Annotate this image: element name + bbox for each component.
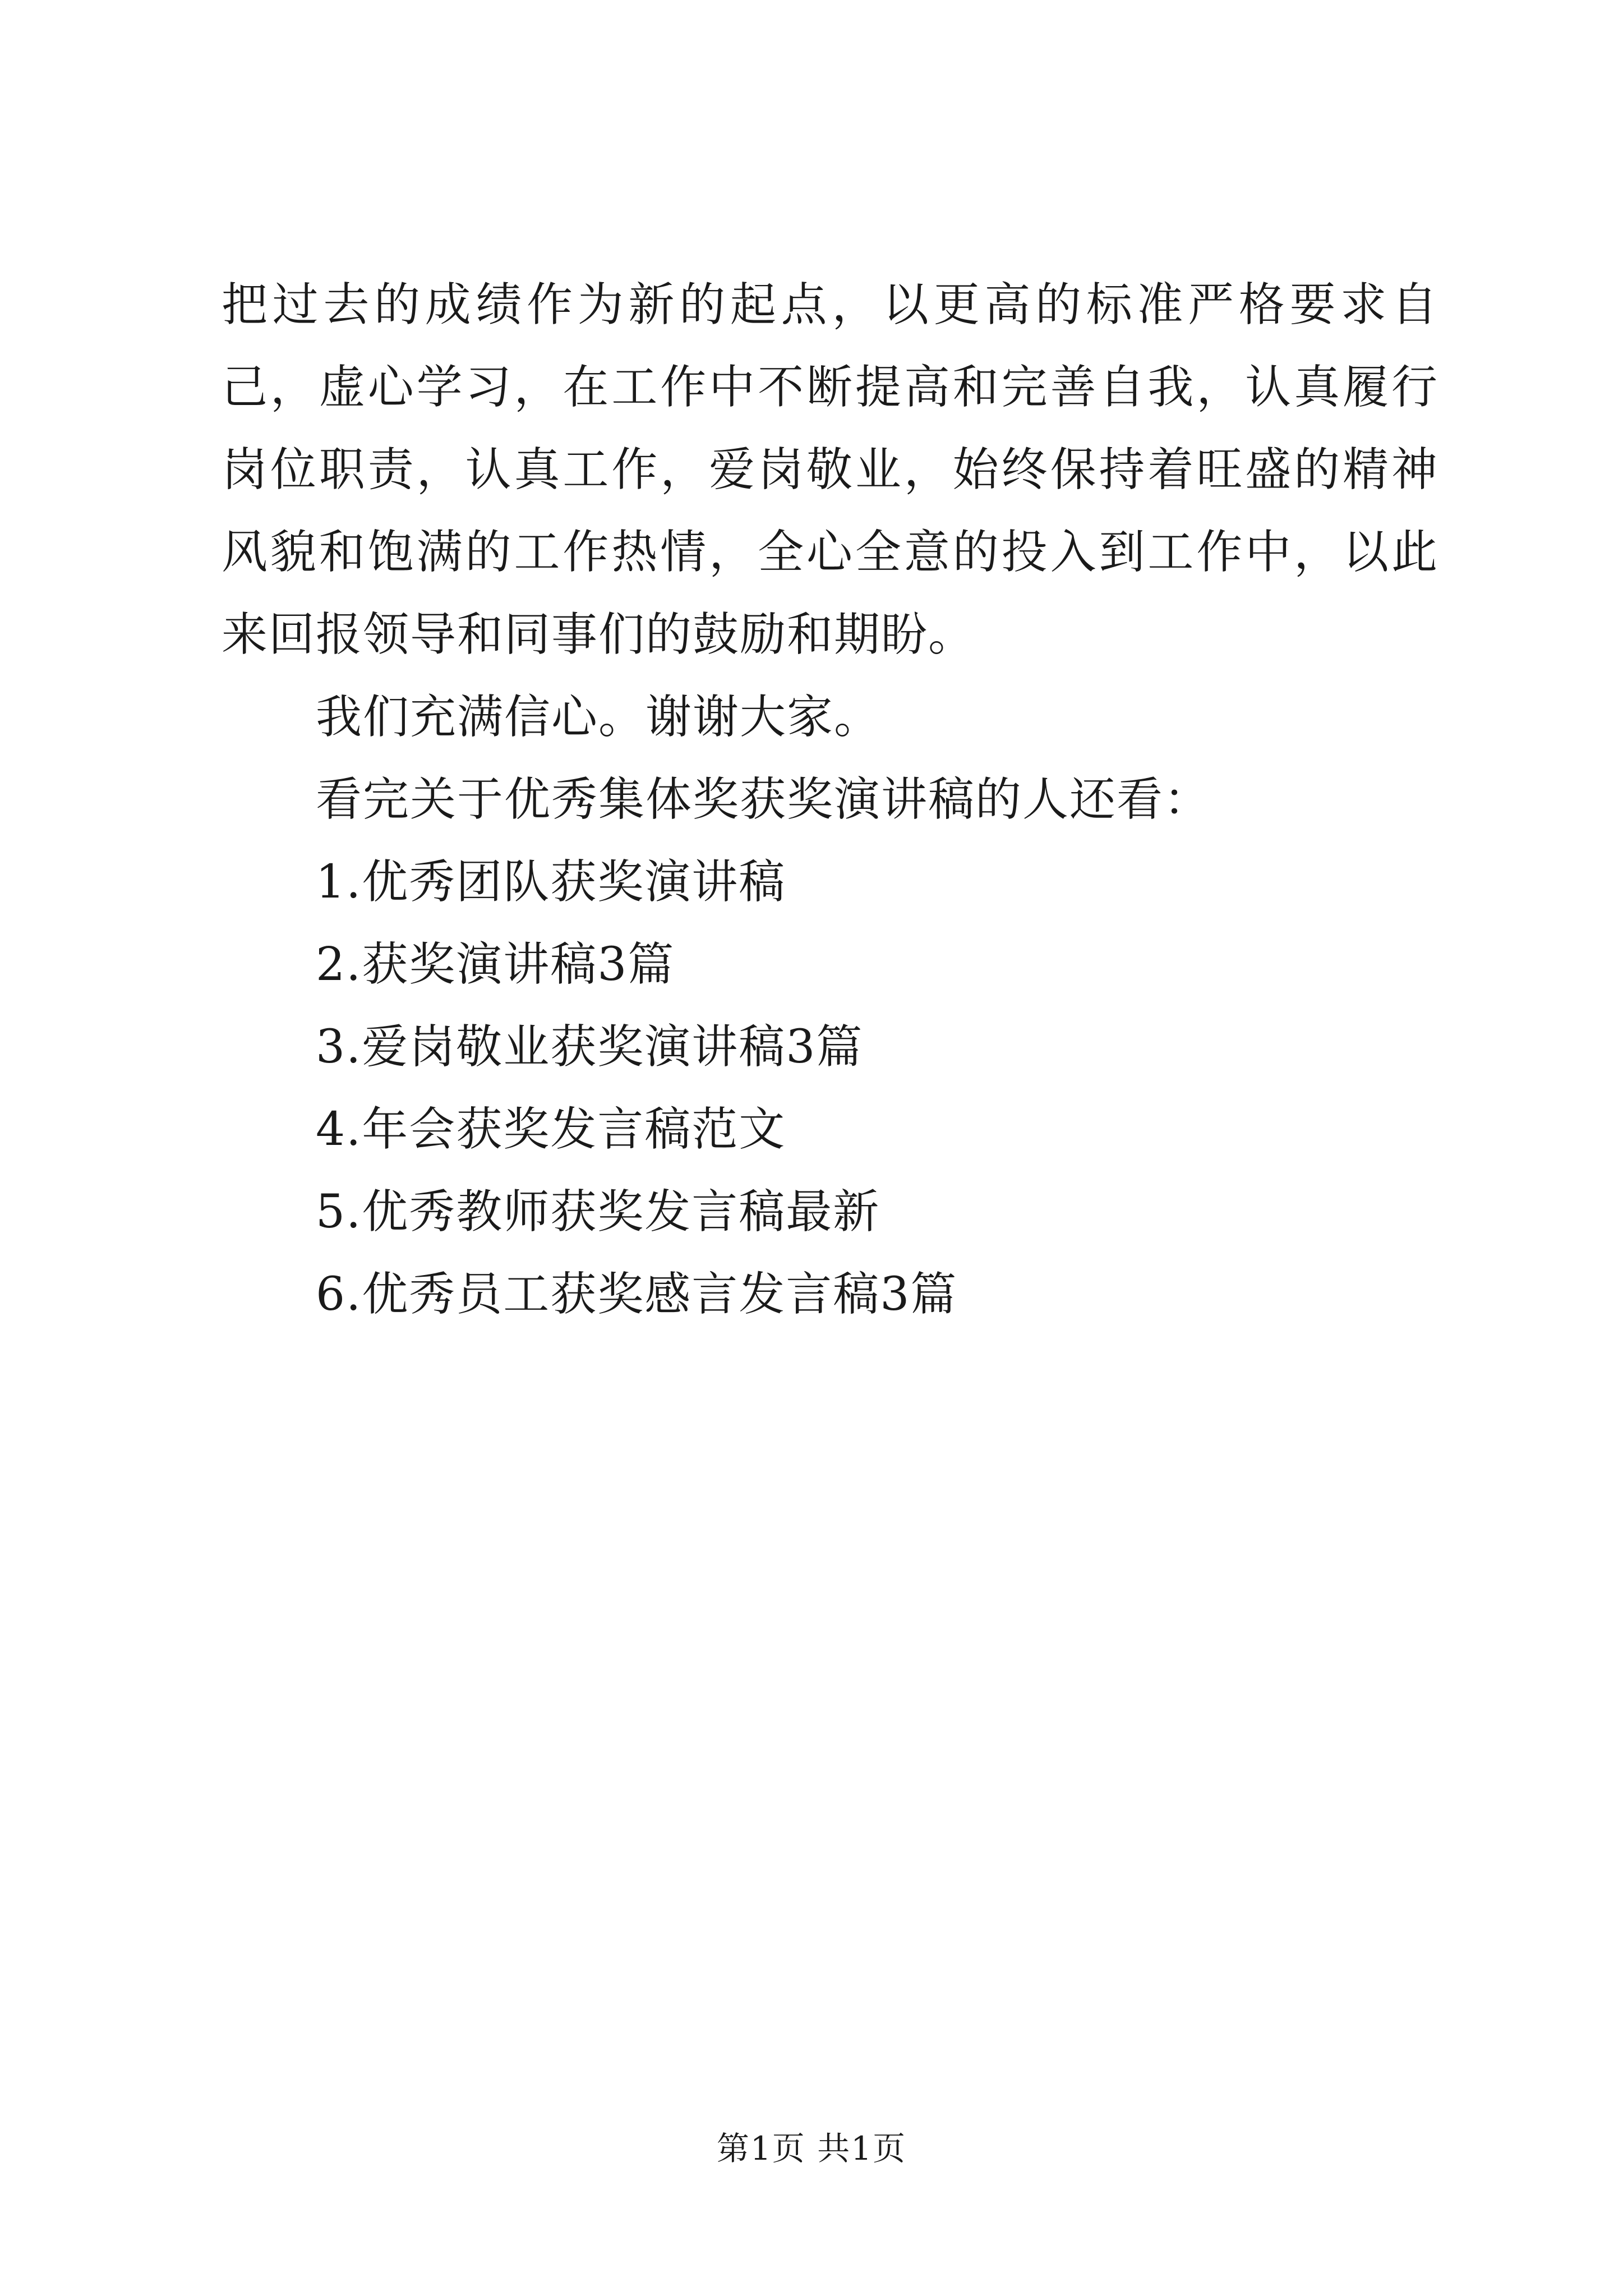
related-link[interactable]: 5.优秀教师获奖发言稿最新 (316, 1185, 880, 1239)
closing-paragraph: 我们充满信心。谢谢大家。 (316, 691, 882, 744)
related-heading: 看完关于优秀集体奖获奖演讲稿的人还看： (316, 773, 1211, 826)
related-link[interactable]: 4.年会获奖发言稿范文 (316, 1103, 786, 1156)
document-body (222, 264, 1438, 1336)
related-link[interactable]: 3.爱岗敬业获奖演讲稿3篇 (316, 1020, 864, 1074)
related-link[interactable]: 2.获奖演讲稿3篇 (316, 938, 675, 991)
related-links-list (222, 841, 1438, 1336)
related-link[interactable]: 6.优秀员工获奖感言发言稿3篇 (316, 1268, 958, 1321)
related-link[interactable]: 1.优秀团队获奖演讲稿 (316, 855, 786, 909)
body-paragraph: 把过去的成绩作为新的起点，以更高的标准严格要求自己，虚心学习，在工作中不断提高和完善自我，认真履行岗位职责，认真工作，爱岗敬业，始终保持着旺盛的精神风貌和饱满的工作热情，全心全意的投入到工作中，以此来回报领导和同事们的鼓励和期盼。 (222, 278, 1438, 661)
page-number-footer: 第1页 共1页 (716, 2129, 907, 2168)
